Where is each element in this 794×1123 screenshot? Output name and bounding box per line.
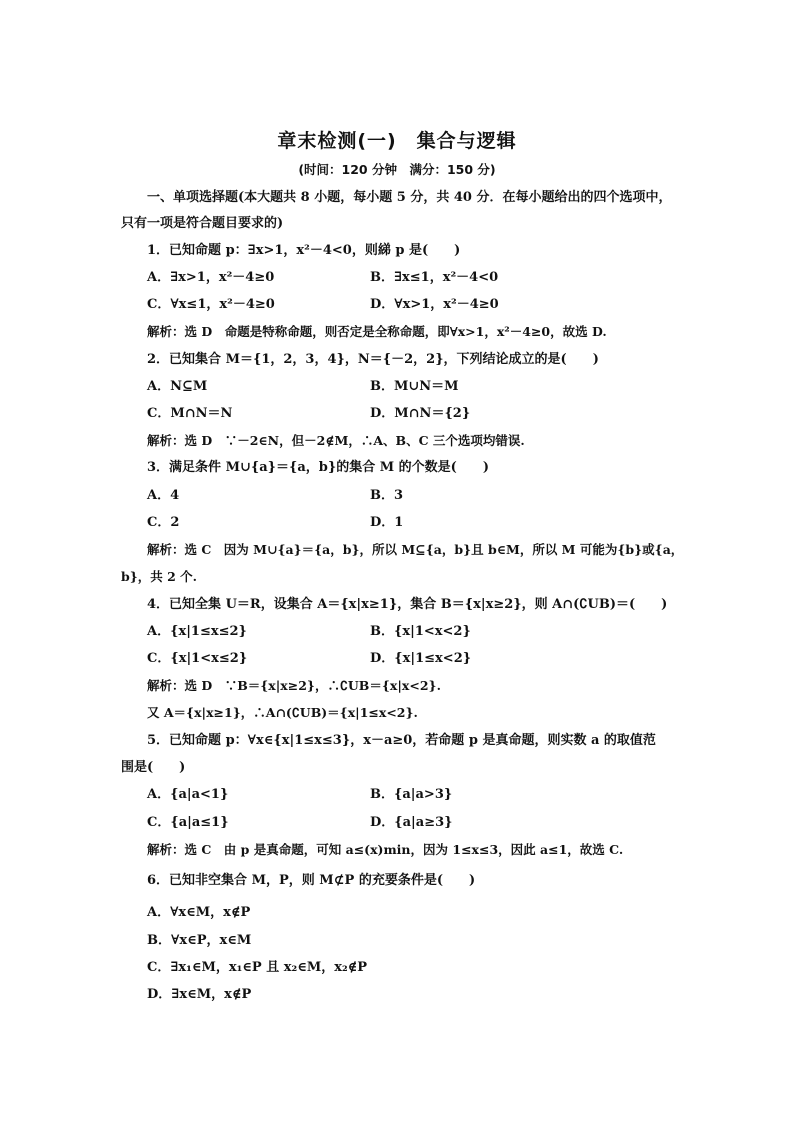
question-4-option-d: D．{x|1≤x<2} [370, 651, 472, 666]
question-3-solution: 解析：选 C 因为 M∪{a}＝{a，b}，所以 M⊆{a，b}且 b∈M，所以 M 可能为{b}或{a， [147, 542, 684, 557]
question-2-option-b: B．M∪N＝M [370, 379, 459, 394]
question-6-option-b: B．∀x∈P，x∈M [147, 933, 252, 948]
question-6-stem: 6．已知非空集合 M，P，则 M⊄P 的充要条件是( ) [147, 873, 476, 888]
question-2-stem: 2．已知集合 M＝{1，2，3，4}，N＝{－2，2}，下列结论成立的是( ) [147, 352, 599, 367]
question-5-solution: 解析：选 C 由 p 是真命题，可知 a≤(x)min，因为 1≤x≤3，因此 a≤1，故选 C. [147, 842, 624, 857]
question-4-stem: 4．已知全集 U＝R，设集合 A＝{x|x≥1}，集合 B＝{x|x≥2}，则 A∩(∁UB)＝( ) [147, 597, 668, 612]
question-6-option-c: C．∃x₁∈M，x₁∈P 且 x₂∈M，x₂∉P [147, 960, 368, 975]
question-3-option-a: A．4 [147, 488, 180, 503]
question-3-solution-cont: b}，共 2 个. [121, 569, 198, 584]
question-1-solution: 解析：选 D 命题是特称命题，则否定是全称命题，即∀x>1，x²－4≥0，故选 D. [147, 324, 607, 339]
question-6-option-d: D．∃x∈M，x∉P [147, 987, 252, 1002]
question-3-stem: 3．满足条件 M∪{a}＝{a，b}的集合 M 的个数是( ) [147, 460, 489, 475]
question-2-solution: 解析：选 D ∵－2∈N，但－2∉M，∴A、B、C 三个选项均错误. [147, 433, 525, 448]
question-5-option-a: A．{a|a<1} [147, 787, 229, 802]
question-1-option-b: B．∃x≤1，x²－4<0 [370, 270, 499, 285]
question-2-option-d: D．M∩N＝{2} [370, 406, 471, 421]
section-header: 一、单项选择题(本大题共 8 小题，每小题 5 分，共 40 分．在每小题给出的四个选项中， [147, 190, 672, 205]
page-subtitle: (时间：120 分钟 满分：150 分) [298, 162, 496, 177]
question-1-stem: 1．已知命题 p：∃x>1，x²－4<0，则綈 p 是( ) [147, 243, 461, 258]
question-1-option-a: A．∃x>1，x²－4≥0 [147, 270, 275, 285]
question-3-option-b: B．3 [370, 488, 404, 503]
question-4-option-c: C．{x|1<x≤2} [147, 651, 248, 666]
question-2-option-a: A．N⊆M [147, 379, 208, 394]
question-2-option-c: C．M∩N＝N [147, 406, 233, 421]
question-4-solution: 解析：选 D ∵B＝{x|x≥2}，∴∁UB＝{x|x<2}. [147, 678, 441, 693]
question-5-option-d: D．{a|a≥3} [370, 815, 453, 830]
question-1-option-d: D．∀x>1，x²－4≥0 [370, 297, 499, 312]
question-5-option-b: B．{a|a>3} [370, 787, 453, 802]
question-1-option-c: C．∀x≤1，x²－4≥0 [147, 297, 275, 312]
section-header-cont: 只有一项是符合题目要求的) [121, 216, 284, 231]
question-3-option-d: D．1 [370, 515, 404, 530]
question-3-option-c: C．2 [147, 515, 180, 530]
question-5-stem-cont: 围是( ) [121, 760, 186, 775]
question-5-option-c: C．{a|a≤1} [147, 815, 229, 830]
question-4-option-a: A．{x|1≤x≤2} [147, 624, 247, 639]
page-title: 章末检测(一) 集合与逻辑 [277, 130, 517, 152]
question-5-stem: 5．已知命题 p：∀x∈{x|1≤x≤3}，x－a≥0，若命题 p 是真命题，则实数 a 的取值范 [147, 733, 656, 748]
question-6-option-a: A．∀x∈M，x∉P [147, 905, 251, 920]
question-4-option-b: B．{x|1<x<2} [370, 624, 471, 639]
question-4-solution-cont: 又 A＝{x|x≥1}，∴A∩(∁UB)＝{x|1≤x<2}. [147, 705, 418, 720]
